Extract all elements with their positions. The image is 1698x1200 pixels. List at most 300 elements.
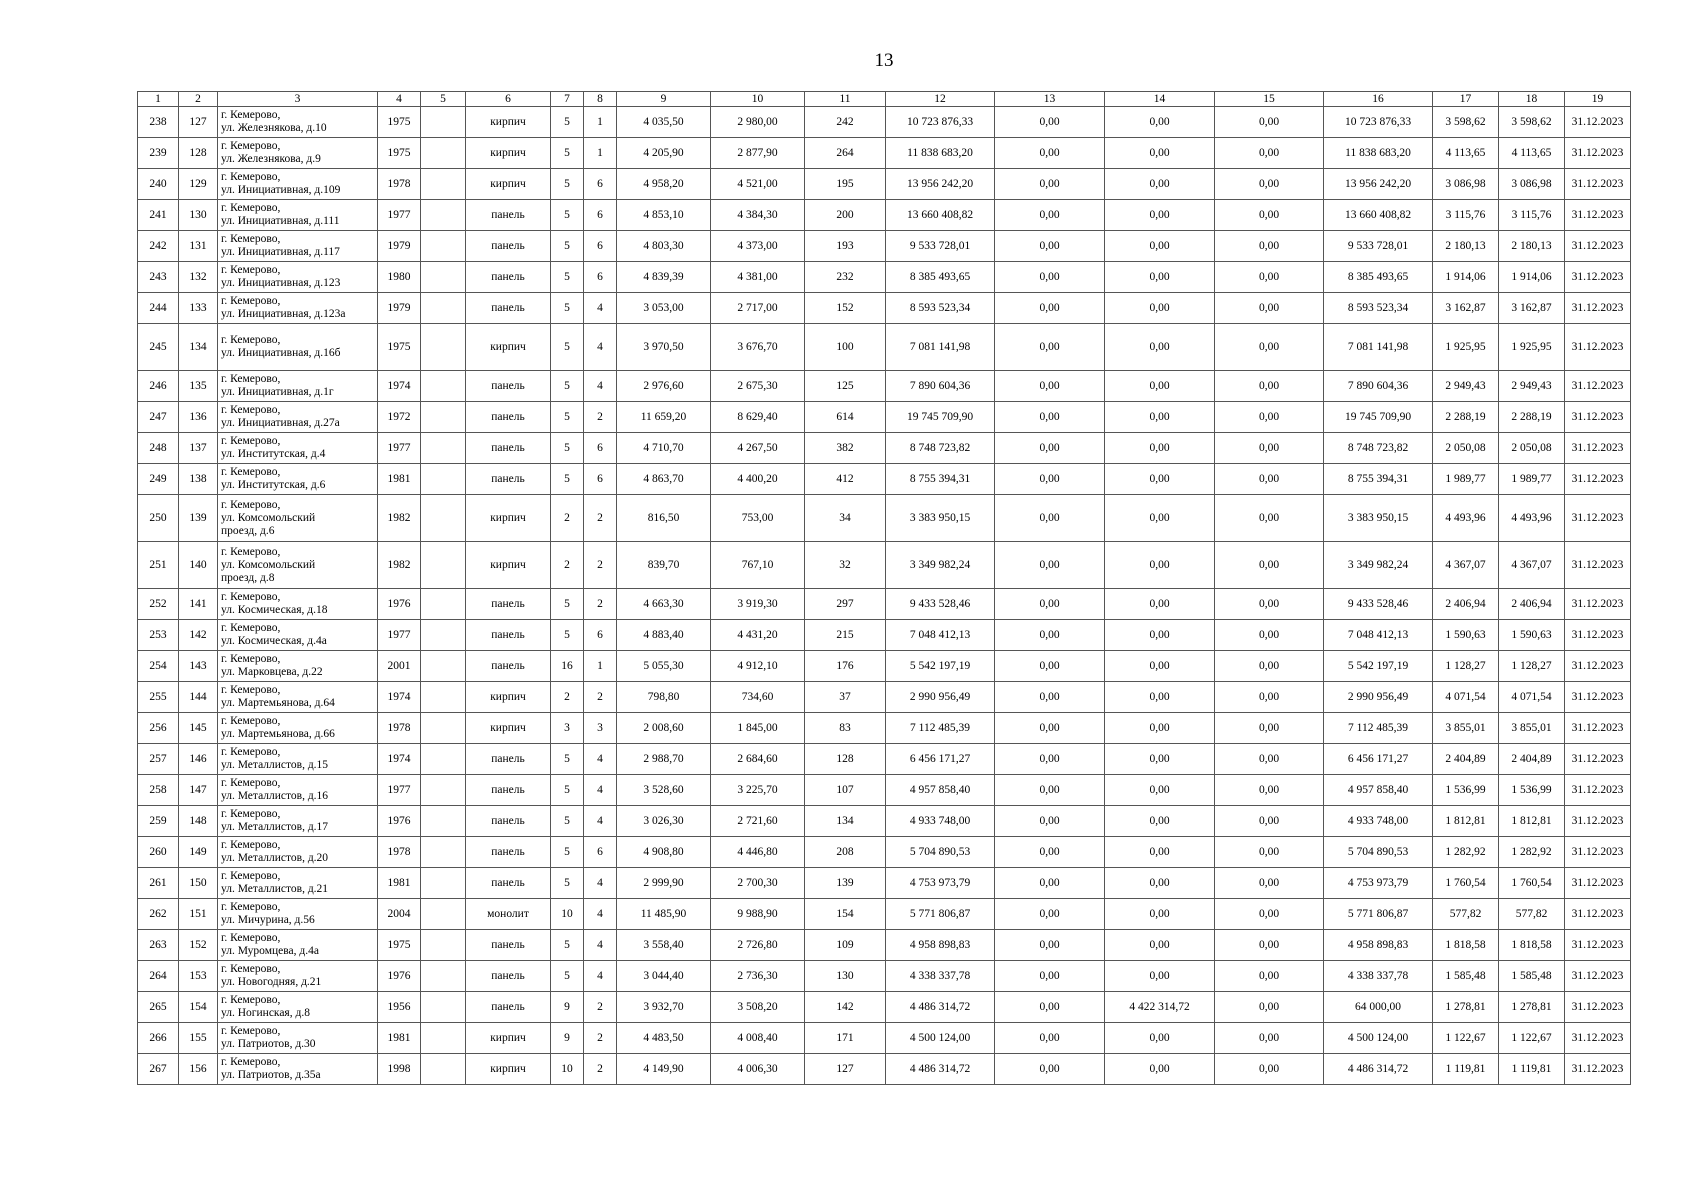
- column-15-cell: 0,00: [1215, 837, 1324, 868]
- address-cell: [218, 464, 378, 495]
- wall-material-cell: панель: [466, 200, 551, 231]
- entrances-cell: 6: [584, 433, 617, 464]
- column-18-cell: 1 278,81: [1499, 992, 1565, 1023]
- floors-cell: 9: [551, 1023, 584, 1054]
- address-line: г. Кемерово,: [221, 591, 281, 603]
- address-line: г. Кемерово,: [221, 404, 281, 416]
- row-number-cell: 267: [138, 1054, 179, 1085]
- table-row: [138, 138, 1631, 169]
- column-17-cell: 4 493,96: [1433, 495, 1499, 542]
- address-line: ул. Мартемьянова, д.66: [221, 728, 335, 740]
- entrances-cell: 2: [584, 1023, 617, 1054]
- column-header-12: 12: [886, 92, 995, 107]
- column-18-cell: 2 180,13: [1499, 231, 1565, 262]
- residential-area-cell: 4 912,10: [711, 651, 805, 682]
- entrances-cell: 4: [584, 961, 617, 992]
- column-5-cell: [421, 620, 466, 651]
- column-15-cell: 0,00: [1215, 744, 1324, 775]
- column-18-cell: 1 128,27: [1499, 651, 1565, 682]
- entrances-cell: 6: [584, 464, 617, 495]
- column-14-cell: 0,00: [1105, 1054, 1215, 1085]
- cost-cell: 4 753 973,79: [886, 868, 995, 899]
- column-13-cell: 0,00: [995, 169, 1105, 200]
- address-line: г. Кемерово,: [221, 109, 281, 121]
- cost-cell: 7 048 412,13: [886, 620, 995, 651]
- residents-cell: 32: [805, 542, 886, 589]
- cost-cell: 8 755 394,31: [886, 464, 995, 495]
- address-cell: [218, 1023, 378, 1054]
- column-header-18: 18: [1499, 92, 1565, 107]
- address-line: г. Кемерово,: [221, 334, 281, 346]
- address-line: г. Кемерово,: [221, 932, 281, 944]
- wall-material-cell: кирпич: [466, 542, 551, 589]
- address-cell: [218, 262, 378, 293]
- column-5-cell: [421, 231, 466, 262]
- deadline-date-cell: 31.12.2023: [1565, 1054, 1631, 1085]
- deadline-date-cell: 31.12.2023: [1565, 107, 1631, 138]
- address-cell: [218, 371, 378, 402]
- column-16-cell: 8 593 523,34: [1324, 293, 1433, 324]
- wall-material-cell: кирпич: [466, 1023, 551, 1054]
- year-built-cell: 1975: [378, 138, 421, 169]
- table-row: [138, 324, 1631, 371]
- row-number-cell: 250: [138, 495, 179, 542]
- residential-area-cell: 4 384,30: [711, 200, 805, 231]
- address-cell: [218, 107, 378, 138]
- cost-cell: 4 933 748,00: [886, 806, 995, 837]
- column-18-cell: 2 949,43: [1499, 371, 1565, 402]
- floors-cell: 2: [551, 542, 584, 589]
- column-14-cell: 0,00: [1105, 138, 1215, 169]
- address-line: г. Кемерово,: [221, 901, 281, 913]
- address-line: ул. Железнякова, д.10: [221, 122, 327, 134]
- row-number-cell: 264: [138, 961, 179, 992]
- address-line: ул. Инициативная, д.111: [221, 215, 340, 227]
- table-row: [138, 837, 1631, 868]
- entrances-cell: 2: [584, 402, 617, 433]
- address-cell: [218, 682, 378, 713]
- address-cell: [218, 324, 378, 371]
- floors-cell: 5: [551, 169, 584, 200]
- address-line: г. Кемерово,: [221, 684, 281, 696]
- entrances-cell: 2: [584, 682, 617, 713]
- table-body: [138, 107, 1631, 1085]
- column-17-cell: 577,82: [1433, 899, 1499, 930]
- year-built-cell: 1975: [378, 107, 421, 138]
- address-line: г. Кемерово,: [221, 1025, 281, 1037]
- cost-cell: 8 593 523,34: [886, 293, 995, 324]
- subrow-number-cell: 148: [179, 806, 218, 837]
- subrow-number-cell: 146: [179, 744, 218, 775]
- row-number-cell: 259: [138, 806, 179, 837]
- row-number-cell: 256: [138, 713, 179, 744]
- address-line: ул. Металлистов, д.20: [221, 852, 329, 864]
- column-18-cell: 1 282,92: [1499, 837, 1565, 868]
- column-14-cell: 0,00: [1105, 775, 1215, 806]
- column-18-cell: 2 404,89: [1499, 744, 1565, 775]
- table-row: [138, 495, 1631, 542]
- floors-cell: 10: [551, 1054, 584, 1085]
- deadline-date-cell: 31.12.2023: [1565, 293, 1631, 324]
- floors-cell: 5: [551, 433, 584, 464]
- cost-cell: 4 500 124,00: [886, 1023, 995, 1054]
- address-line: г. Кемерово,: [221, 466, 281, 478]
- column-header-19: 19: [1565, 92, 1631, 107]
- table-row: [138, 1054, 1631, 1085]
- column-18-cell: 1 590,63: [1499, 620, 1565, 651]
- row-number-cell: 239: [138, 138, 179, 169]
- column-15-cell: 0,00: [1215, 262, 1324, 293]
- column-17-cell: 3 162,87: [1433, 293, 1499, 324]
- residents-cell: 200: [805, 200, 886, 231]
- column-5-cell: [421, 899, 466, 930]
- residents-cell: 125: [805, 371, 886, 402]
- total-area-cell: 4 035,50: [617, 107, 711, 138]
- deadline-date-cell: 31.12.2023: [1565, 868, 1631, 899]
- column-header-16: 16: [1324, 92, 1433, 107]
- deadline-date-cell: 31.12.2023: [1565, 324, 1631, 371]
- year-built-cell: 1978: [378, 837, 421, 868]
- column-5-cell: [421, 262, 466, 293]
- entrances-cell: 4: [584, 806, 617, 837]
- year-built-cell: 1974: [378, 371, 421, 402]
- column-5-cell: [421, 868, 466, 899]
- column-16-cell: 19 745 709,90: [1324, 402, 1433, 433]
- column-15-cell: 0,00: [1215, 138, 1324, 169]
- row-number-cell: 257: [138, 744, 179, 775]
- column-16-cell: 10 723 876,33: [1324, 107, 1433, 138]
- address-line: ул. Мичурина, д.56: [221, 914, 315, 926]
- column-18-cell: 2 050,08: [1499, 433, 1565, 464]
- row-number-cell: 263: [138, 930, 179, 961]
- residential-area-cell: 767,10: [711, 542, 805, 589]
- column-15-cell: 0,00: [1215, 589, 1324, 620]
- column-18-cell: 1 119,81: [1499, 1054, 1565, 1085]
- floors-cell: 2: [551, 495, 584, 542]
- column-5-cell: [421, 744, 466, 775]
- table-row: [138, 930, 1631, 961]
- column-header-6: 6: [466, 92, 551, 107]
- column-15-cell: 0,00: [1215, 1023, 1324, 1054]
- address-line: г. Кемерово,: [221, 963, 281, 975]
- column-18-cell: 4 071,54: [1499, 682, 1565, 713]
- floors-cell: 16: [551, 651, 584, 682]
- total-area-cell: 3 044,40: [617, 961, 711, 992]
- column-16-cell: 7 890 604,36: [1324, 371, 1433, 402]
- column-13-cell: 0,00: [995, 542, 1105, 589]
- column-18-cell: 1 812,81: [1499, 806, 1565, 837]
- column-16-cell: 64 000,00: [1324, 992, 1433, 1023]
- column-14-cell: 0,00: [1105, 713, 1215, 744]
- table-row: [138, 899, 1631, 930]
- total-area-cell: 816,50: [617, 495, 711, 542]
- deadline-date-cell: 31.12.2023: [1565, 138, 1631, 169]
- residential-area-cell: 2 717,00: [711, 293, 805, 324]
- column-17-cell: 2 406,94: [1433, 589, 1499, 620]
- year-built-cell: 1980: [378, 262, 421, 293]
- wall-material-cell: панель: [466, 775, 551, 806]
- address-cell: [218, 868, 378, 899]
- column-16-cell: 8 755 394,31: [1324, 464, 1433, 495]
- row-number-cell: 258: [138, 775, 179, 806]
- year-built-cell: 2001: [378, 651, 421, 682]
- deadline-date-cell: 31.12.2023: [1565, 1023, 1631, 1054]
- address-cell: [218, 200, 378, 231]
- column-18-cell: 3 855,01: [1499, 713, 1565, 744]
- address-line: г. Кемерово,: [221, 808, 281, 820]
- column-16-cell: 2 990 956,49: [1324, 682, 1433, 713]
- address-line: ул. Марковцева, д.22: [221, 666, 323, 678]
- column-18-cell: 4 493,96: [1499, 495, 1565, 542]
- address-line: г. Кемерово,: [221, 994, 281, 1006]
- table-row: [138, 620, 1631, 651]
- deadline-date-cell: 31.12.2023: [1565, 775, 1631, 806]
- residential-area-cell: 2 721,60: [711, 806, 805, 837]
- address-line: ул. Металлистов, д.21: [221, 883, 329, 895]
- column-15-cell: 0,00: [1215, 961, 1324, 992]
- floors-cell: 5: [551, 837, 584, 868]
- address-line: г. Кемерово,: [221, 140, 281, 152]
- wall-material-cell: кирпич: [466, 169, 551, 200]
- column-header-3: 3: [218, 92, 378, 107]
- deadline-date-cell: 31.12.2023: [1565, 620, 1631, 651]
- entrances-cell: 3: [584, 713, 617, 744]
- subrow-number-cell: 133: [179, 293, 218, 324]
- row-number-cell: 244: [138, 293, 179, 324]
- address-line: ул. Муромцева, д.4а: [221, 945, 319, 957]
- entrances-cell: 6: [584, 620, 617, 651]
- residential-area-cell: 1 845,00: [711, 713, 805, 744]
- deadline-date-cell: 31.12.2023: [1565, 589, 1631, 620]
- column-13-cell: 0,00: [995, 899, 1105, 930]
- deadline-date-cell: 31.12.2023: [1565, 961, 1631, 992]
- row-number-cell: 255: [138, 682, 179, 713]
- column-14-cell: 0,00: [1105, 589, 1215, 620]
- total-area-cell: 4 958,20: [617, 169, 711, 200]
- column-13-cell: 0,00: [995, 868, 1105, 899]
- row-number-cell: 246: [138, 371, 179, 402]
- subrow-number-cell: 153: [179, 961, 218, 992]
- residential-area-cell: 4 267,50: [711, 433, 805, 464]
- floors-cell: 5: [551, 200, 584, 231]
- address-cell: [218, 899, 378, 930]
- row-number-cell: 240: [138, 169, 179, 200]
- year-built-cell: 1977: [378, 433, 421, 464]
- address-cell: [218, 651, 378, 682]
- floors-cell: 9: [551, 992, 584, 1023]
- column-14-cell: 0,00: [1105, 806, 1215, 837]
- column-13-cell: 0,00: [995, 651, 1105, 682]
- column-17-cell: 3 855,01: [1433, 713, 1499, 744]
- wall-material-cell: панель: [466, 806, 551, 837]
- column-17-cell: 1 128,27: [1433, 651, 1499, 682]
- total-area-cell: 4 908,80: [617, 837, 711, 868]
- total-area-cell: 4 863,70: [617, 464, 711, 495]
- row-number-cell: 241: [138, 200, 179, 231]
- column-15-cell: 0,00: [1215, 775, 1324, 806]
- column-14-cell: 0,00: [1105, 107, 1215, 138]
- table-row: [138, 464, 1631, 495]
- total-area-cell: 3 053,00: [617, 293, 711, 324]
- residents-cell: 127: [805, 1054, 886, 1085]
- table-row: [138, 231, 1631, 262]
- column-header-7: 7: [551, 92, 584, 107]
- column-13-cell: 0,00: [995, 464, 1105, 495]
- total-area-cell: 4 663,30: [617, 589, 711, 620]
- address-line: г. Кемерово,: [221, 622, 281, 634]
- residential-area-cell: 2 700,30: [711, 868, 805, 899]
- column-5-cell: [421, 775, 466, 806]
- subrow-number-cell: 140: [179, 542, 218, 589]
- entrances-cell: 6: [584, 262, 617, 293]
- column-15-cell: 0,00: [1215, 1054, 1324, 1085]
- residential-area-cell: 4 008,40: [711, 1023, 805, 1054]
- residential-area-cell: 3 225,70: [711, 775, 805, 806]
- column-15-cell: 0,00: [1215, 293, 1324, 324]
- address-line: г. Кемерово,: [221, 233, 281, 245]
- deadline-date-cell: 31.12.2023: [1565, 231, 1631, 262]
- column-13-cell: 0,00: [995, 231, 1105, 262]
- year-built-cell: 1977: [378, 200, 421, 231]
- column-5-cell: [421, 169, 466, 200]
- column-14-cell: 0,00: [1105, 433, 1215, 464]
- column-18-cell: 1 536,99: [1499, 775, 1565, 806]
- total-area-cell: 2 008,60: [617, 713, 711, 744]
- residents-cell: 139: [805, 868, 886, 899]
- address-cell: [218, 1054, 378, 1085]
- year-built-cell: 1981: [378, 464, 421, 495]
- column-15-cell: 0,00: [1215, 713, 1324, 744]
- total-area-cell: 3 932,70: [617, 992, 711, 1023]
- residents-cell: 107: [805, 775, 886, 806]
- address-cell: [218, 433, 378, 464]
- deadline-date-cell: 31.12.2023: [1565, 713, 1631, 744]
- table-row: [138, 682, 1631, 713]
- column-18-cell: 577,82: [1499, 899, 1565, 930]
- column-14-cell: 0,00: [1105, 620, 1215, 651]
- deadline-date-cell: 31.12.2023: [1565, 495, 1631, 542]
- entrances-cell: 6: [584, 200, 617, 231]
- year-built-cell: 1998: [378, 1054, 421, 1085]
- subrow-number-cell: 130: [179, 200, 218, 231]
- table-row: [138, 169, 1631, 200]
- residential-area-cell: 4 381,00: [711, 262, 805, 293]
- deadline-date-cell: 31.12.2023: [1565, 200, 1631, 231]
- subrow-number-cell: 144: [179, 682, 218, 713]
- floors-cell: 5: [551, 107, 584, 138]
- address-line: г. Кемерово,: [221, 777, 281, 789]
- subrow-number-cell: 141: [179, 589, 218, 620]
- residents-cell: 242: [805, 107, 886, 138]
- address-line: г. Кемерово,: [221, 715, 281, 727]
- row-number-cell: 261: [138, 868, 179, 899]
- column-header-10: 10: [711, 92, 805, 107]
- deadline-date-cell: 31.12.2023: [1565, 806, 1631, 837]
- wall-material-cell: панель: [466, 620, 551, 651]
- entrances-cell: 1: [584, 107, 617, 138]
- column-14-cell: 0,00: [1105, 899, 1215, 930]
- total-area-cell: 2 999,90: [617, 868, 711, 899]
- column-5-cell: [421, 107, 466, 138]
- entrances-cell: 2: [584, 495, 617, 542]
- subrow-number-cell: 150: [179, 868, 218, 899]
- cost-cell: 9 533 728,01: [886, 231, 995, 262]
- residents-cell: 614: [805, 402, 886, 433]
- row-number-cell: 249: [138, 464, 179, 495]
- column-14-cell: 0,00: [1105, 744, 1215, 775]
- residents-cell: 152: [805, 293, 886, 324]
- column-14-cell: 0,00: [1105, 200, 1215, 231]
- floors-cell: 5: [551, 744, 584, 775]
- year-built-cell: 1974: [378, 744, 421, 775]
- floors-cell: 5: [551, 293, 584, 324]
- row-number-cell: 265: [138, 992, 179, 1023]
- column-5-cell: [421, 433, 466, 464]
- address-cell: [218, 930, 378, 961]
- column-16-cell: 4 486 314,72: [1324, 1054, 1433, 1085]
- cost-cell: 19 745 709,90: [886, 402, 995, 433]
- residents-cell: 232: [805, 262, 886, 293]
- column-15-cell: 0,00: [1215, 371, 1324, 402]
- address-cell: [218, 138, 378, 169]
- address-cell: [218, 169, 378, 200]
- entrances-cell: 2: [584, 542, 617, 589]
- column-16-cell: 13 660 408,82: [1324, 200, 1433, 231]
- deadline-date-cell: 31.12.2023: [1565, 744, 1631, 775]
- column-18-cell: 1 925,95: [1499, 324, 1565, 371]
- column-13-cell: 0,00: [995, 324, 1105, 371]
- column-13-cell: 0,00: [995, 589, 1105, 620]
- floors-cell: 5: [551, 868, 584, 899]
- column-15-cell: 0,00: [1215, 930, 1324, 961]
- total-area-cell: 2 988,70: [617, 744, 711, 775]
- column-18-cell: 1 914,06: [1499, 262, 1565, 293]
- column-16-cell: 11 838 683,20: [1324, 138, 1433, 169]
- column-14-cell: 0,00: [1105, 169, 1215, 200]
- subrow-number-cell: 136: [179, 402, 218, 433]
- deadline-date-cell: 31.12.2023: [1565, 542, 1631, 589]
- address-line: г. Кемерово,: [221, 839, 281, 851]
- floors-cell: 5: [551, 930, 584, 961]
- residential-area-cell: 2 980,00: [711, 107, 805, 138]
- wall-material-cell: кирпич: [466, 324, 551, 371]
- row-number-cell: 252: [138, 589, 179, 620]
- total-area-cell: 4 853,10: [617, 200, 711, 231]
- address-line: г. Кемерово,: [221, 295, 281, 307]
- row-number-cell: 238: [138, 107, 179, 138]
- floors-cell: 5: [551, 324, 584, 371]
- total-area-cell: 4 149,90: [617, 1054, 711, 1085]
- column-13-cell: 0,00: [995, 495, 1105, 542]
- residents-cell: 412: [805, 464, 886, 495]
- column-15-cell: 0,00: [1215, 806, 1324, 837]
- address-line: проезд, д.6: [221, 524, 275, 537]
- floors-cell: 5: [551, 589, 584, 620]
- entrances-cell: 2: [584, 1054, 617, 1085]
- column-17-cell: 2 949,43: [1433, 371, 1499, 402]
- cost-cell: 4 958 898,83: [886, 930, 995, 961]
- year-built-cell: 1978: [378, 713, 421, 744]
- wall-material-cell: кирпич: [466, 107, 551, 138]
- column-14-cell: 0,00: [1105, 293, 1215, 324]
- residential-area-cell: 4 521,00: [711, 169, 805, 200]
- subrow-number-cell: 142: [179, 620, 218, 651]
- wall-material-cell: панель: [466, 293, 551, 324]
- column-14-cell: 0,00: [1105, 495, 1215, 542]
- column-17-cell: 1 590,63: [1433, 620, 1499, 651]
- wall-material-cell: панель: [466, 589, 551, 620]
- cost-cell: 3 349 982,24: [886, 542, 995, 589]
